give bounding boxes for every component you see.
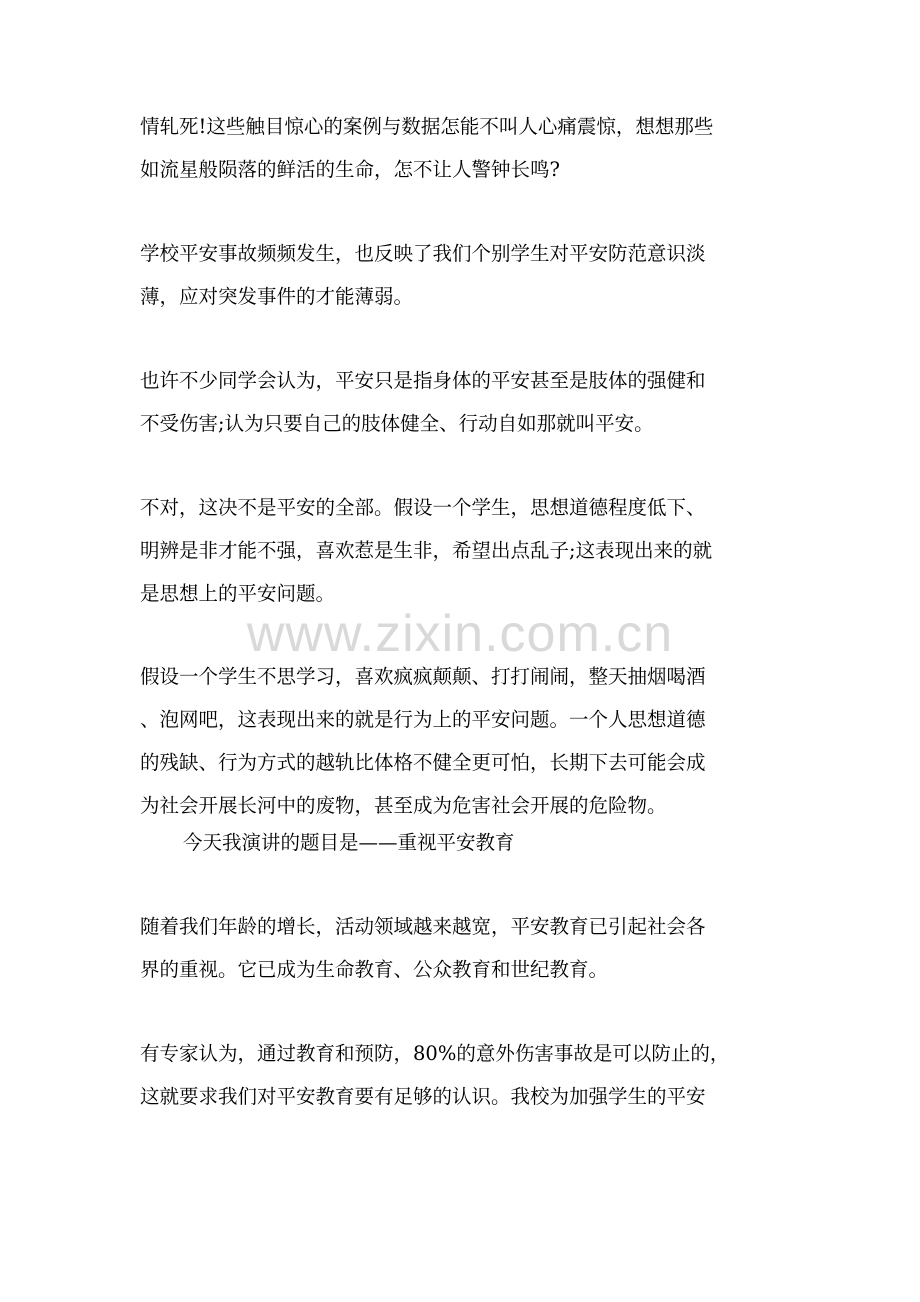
text-line: 的残缺、行为方式的越轨比体格不健全更可怕，长期下去可能会成 [140,751,706,774]
text-line: 假设一个学生不思学习，喜欢疯疯颠颠、打打闹闹，整天抽烟喝酒 [140,665,706,688]
text-line: 情轧死!这些触目惊心的案例与数据怎能不叫人心痛震惊，想想那些 [140,115,714,138]
text-line: 是思想上的平安问题。 [140,582,336,605]
text-line: 这就要求我们对平安教育要有足够的认识。我校为加强学生的平安 [140,1085,706,1108]
watermark: www.zixin.com.cn [246,605,674,663]
text-line: 、泡网吧，这表现出来的就是行为上的平安问题。一个人思想道德 [140,708,706,731]
text-line: 随着我们年龄的增长，活动领域越来越宽，平安教育已引起社会各 [140,915,706,938]
text-line: 学校平安事故频频发生，也反映了我们个别学生对平安防范意识淡 [140,242,706,265]
text-line: 不对，这决不是平安的全部。假设一个学生，思想道德程度低下、 [140,496,706,519]
text-line: 界的重视。它已成为生命教育、公众教育和世纪教育。 [140,958,609,981]
heading-line: 今天我演讲的题目是——重视平安教育 [183,831,515,854]
text-line: 也许不少同学会认为，平安只是指身体的平安甚至是肢体的强健和 [140,369,706,392]
text-line: 有专家认为，通过教育和预防，80%的意外伤害事故是可以防止的， [140,1042,730,1065]
text-line: 如流星般陨落的鲜活的生命，怎不让人警钟长鸣? [140,158,560,181]
text-line: 不受伤害;认为只要自己的肢体健全、行动自如那就叫平安。 [140,412,654,435]
text-line: 明辨是非才能不强，喜欢惹是生非，希望出点乱子;这表现出来的就 [140,539,713,562]
text-line: 为社会开展长河中的废物，甚至成为危害社会开展的危险物。 [140,794,667,817]
text-line: 薄，应对突发事件的才能薄弱。 [140,285,414,308]
